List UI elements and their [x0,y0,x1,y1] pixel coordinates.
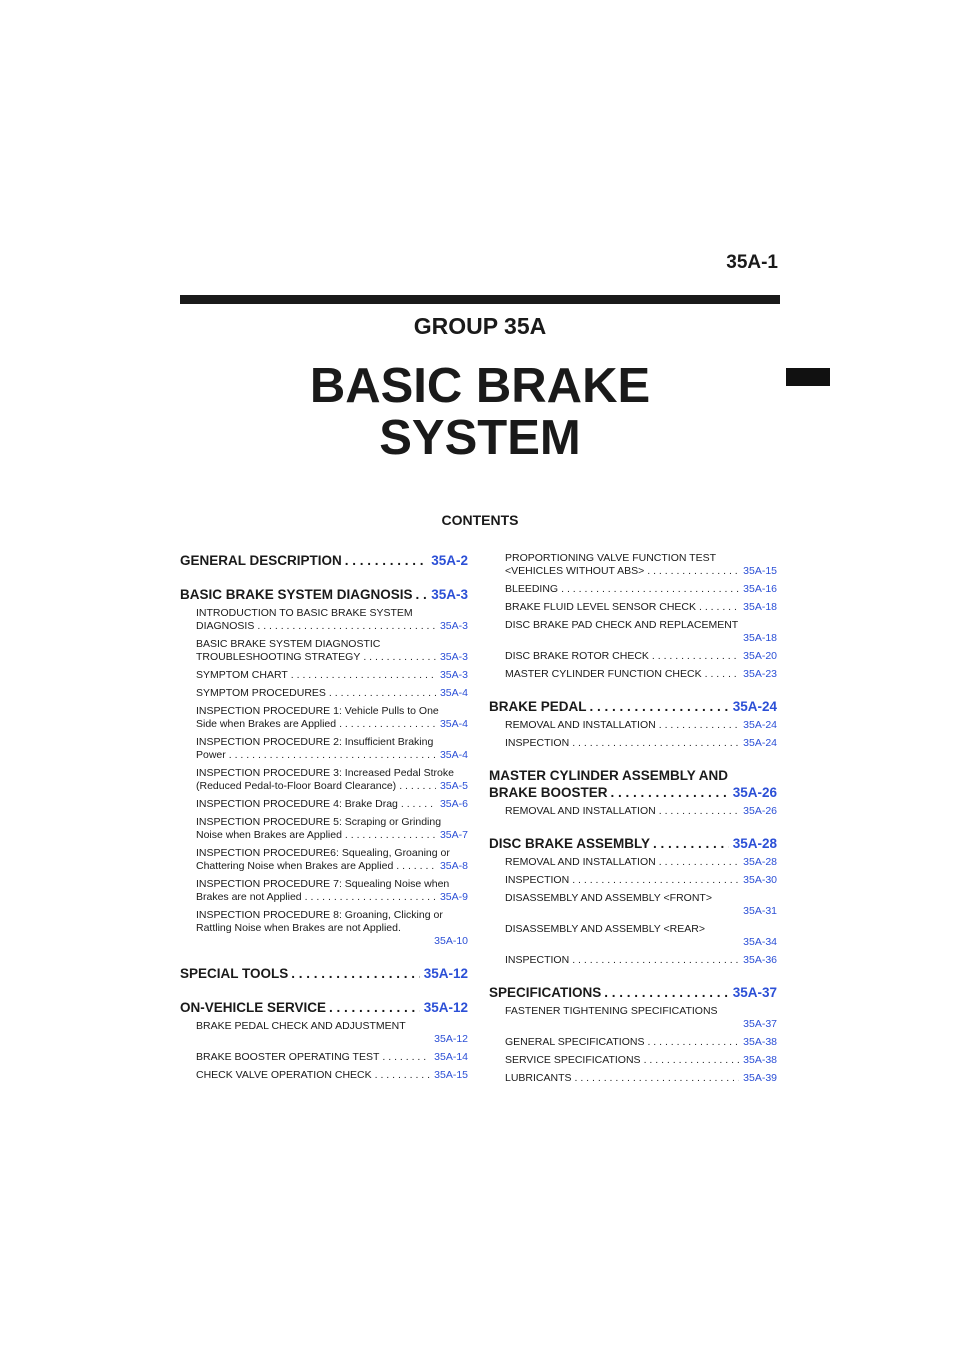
toc-section-title: SPECIFICATIONS . . . [489,984,729,1001]
toc-section-page-link[interactable]: 35A-12 [423,966,468,981]
toc-sub-entry-row [505,905,777,918]
toc-section-row [180,965,468,982]
toc-section[interactable] [180,965,468,982]
toc-section-row [489,835,777,852]
toc-sub-entry[interactable] [505,1005,777,1031]
toc-section-title: BRAKE BOOSTER . . . [489,784,729,801]
toc-sub-entry-title-line: INSPECTION PROCEDURE 7: Squealing Noise when [196,878,450,890]
toc-sub-entry-title: DISC BRAKE ROTOR CHECK . . . [505,650,739,663]
toc-sub-entry-page-link[interactable]: 35A-8 [439,860,468,872]
toc-sub-entry-title: SERVICE SPECIFICATIONS . . . [505,1054,739,1067]
toc-sub-entry-row [505,565,777,578]
toc-sub-entry-page-link[interactable]: 35A-38 [743,1036,777,1048]
toc-sub-entry-page-link[interactable]: 35A-16 [743,583,777,595]
toc-sub-entry-row [505,632,777,645]
toc-sub-entry[interactable] [505,805,777,818]
toc-sub-entry-title: Side when Brakes are Applied . . . [196,718,436,731]
toc-section-row [180,552,468,569]
toc-sub-entry-title-line: INSPECTION PROCEDURE 1: Vehicle Pulls to One [196,705,439,717]
toc-sub-entry[interactable] [505,552,777,578]
toc-sub-entry-page-link[interactable]: 35A-3 [439,651,468,663]
toc-sub-entry-title: BRAKE FLUID LEVEL SENSOR CHECK . . . [505,601,739,614]
toc-sub-entry-page-link[interactable]: 35A-18 [743,601,777,613]
toc-section-row [489,784,777,801]
toc-section[interactable] [180,999,468,1016]
toc-sub-entry-row [196,891,468,904]
toc-sub-entry-title: <VEHICLES WITHOUT ABS> . . . [505,565,739,578]
header-rule [180,295,780,304]
toc-sub-entry[interactable] [505,1036,777,1049]
toc-sub-entry[interactable] [196,816,468,842]
toc-sub-entry-row [505,856,777,869]
toc-sub-entry[interactable] [196,687,468,700]
toc-sub-entry-title-line: INSPECTION PROCEDURE 8: Groaning, Clicking or [196,909,443,921]
toc-section-page-link[interactable]: 35A-37 [732,985,777,1000]
toc-sub-entry[interactable] [196,669,468,682]
toc-sub-entry-page-link[interactable]: 35A-38 [743,1054,777,1066]
toc-sub-entry-title-line: BRAKE PEDAL CHECK AND ADJUSTMENT [196,1020,406,1032]
toc-sub-entry-row [505,601,777,614]
toc-sub-entry-row [196,860,468,873]
toc-sub-entry-title-line: PROPORTIONING VALVE FUNCTION TEST [505,552,716,564]
toc-sub-entry-page-link[interactable]: 35A-30 [743,874,777,886]
toc-sub-entry-row [505,583,777,596]
toc-sub-entry-title: GENERAL SPECIFICATIONS . . . [505,1036,739,1049]
toc-section-page-link[interactable]: 35A-2 [431,553,468,568]
toc-sub-entry-page-link[interactable]: 35A-18 [743,632,777,644]
toc-sub-entry[interactable] [505,1072,777,1085]
toc-sub-entry[interactable] [196,638,468,664]
toc-sub-entry-title: INSPECTION . . . [505,874,739,887]
toc-sub-entry-row [196,1051,468,1064]
toc-sub-entry[interactable] [505,583,777,596]
toc-sub-entry-title: Chattering Noise when Brakes are Applied . . . [196,860,436,873]
toc-sub-entry-row [196,651,468,664]
toc-section-title: BRAKE PEDAL . . . [489,698,729,715]
contents-heading: CONTENTS [441,512,519,528]
group-label: GROUP 35A [413,313,547,339]
toc-sub-entry[interactable] [505,1054,777,1067]
toc-sub-entry-title: MASTER CYLINDER FUNCTION CHECK . . . [505,668,739,681]
toc-sub-entry-title: INSPECTION PROCEDURE 4: Brake Drag . . . [196,798,436,811]
toc-sub-entry-page-link[interactable]: 35A-6 [439,798,468,810]
toc-sub-entry-page-link[interactable]: 35A-4 [439,687,468,699]
toc-sub-entry-row [505,1054,777,1067]
toc-sub-entry-title: Noise when Brakes are Applied . . . [196,829,436,842]
page-title-line-2: SYSTEM [379,411,581,465]
toc-sub-entry-title: TROUBLESHOOTING STRATEGY . . . [196,651,436,664]
toc-sub-entry-page-link[interactable]: 35A-3 [439,620,468,632]
toc-sub-entry-row [196,1069,468,1082]
toc-sub-entry-page-link[interactable]: 35A-39 [743,1072,777,1084]
toc-section-title-line: MASTER CYLINDER ASSEMBLY AND [489,768,729,783]
toc-sub-entry-title: DIAGNOSIS . . . [196,620,436,633]
toc-sub-entry-page-link[interactable]: 35A-26 [743,805,777,817]
toc-sub-entry-title-line: DISASSEMBLY AND ASSEMBLY <REAR> [505,923,705,935]
toc-sub-entry-page-link[interactable]: 35A-4 [439,749,468,761]
toc-sub-entry-row [505,954,777,967]
toc-section[interactable] [489,698,777,715]
toc-sub-entry-title: CHECK VALVE OPERATION CHECK . . . [196,1069,430,1082]
toc-section-row [180,999,468,1016]
toc-section-title: DISC BRAKE ASSEMBLY . . . [489,835,729,852]
toc-sub-entry[interactable] [196,736,468,762]
toc-sub-entry[interactable] [505,954,777,967]
toc-sub-entry-page-link[interactable]: 35A-3 [439,669,468,681]
toc-sub-entry-title: SYMPTOM PROCEDURES . . . [196,687,436,700]
toc-sub-entry-page-link[interactable]: 35A-24 [743,719,777,731]
toc-sub-entry[interactable] [505,650,777,663]
toc-sub-entry-row [505,668,777,681]
toc-sub-entry-title: (Reduced Pedal-to-Floor Board Clearance) . . . [196,780,436,793]
toc-sub-entry[interactable] [196,847,468,873]
toc-sub-entry-title: REMOVAL AND INSTALLATION . . . [505,856,739,869]
toc-sub-entry-page-link[interactable]: 35A-9 [439,891,468,903]
toc-sub-entry-title-line: INSPECTION PROCEDURE6: Squealing, Groaning or [196,847,450,859]
toc-section-title: SPECIAL TOOLS . . . [180,965,420,982]
toc-section-page-link[interactable]: 35A-3 [431,587,468,602]
toc-sub-entry[interactable] [505,892,777,918]
toc-section[interactable] [180,552,468,569]
toc-sub-entry-row [196,620,468,633]
toc-sub-entry[interactable] [196,798,468,811]
toc-sub-entry[interactable] [505,619,777,645]
toc-sub-entry-page-link[interactable]: 35A-12 [434,1033,468,1045]
toc-sub-entry-title-line: BASIC BRAKE SYSTEM DIAGNOSTIC [196,638,381,650]
toc-sub-entry[interactable] [505,923,777,949]
toc-sub-entry-title: Power . . . [196,749,436,762]
toc-sub-entry[interactable] [505,719,777,732]
toc-sub-entry-page-link[interactable]: 35A-37 [743,1018,777,1030]
toc-sub-entry-row [505,737,777,750]
toc-section[interactable] [489,767,777,801]
toc-sub-entry-page-link[interactable]: 35A-4 [439,718,468,730]
toc-section-title: ON-VEHICLE SERVICE . . . [180,999,420,1016]
page-title-line-1: BASIC BRAKE [309,359,651,413]
toc-sub-entry-row [505,1036,777,1049]
toc-section-page-link[interactable]: 35A-24 [732,699,777,714]
toc-sub-entry-page-link[interactable]: 35A-7 [439,829,468,841]
toc-sub-entry[interactable] [196,705,468,731]
toc-sub-entry[interactable] [196,1069,468,1082]
toc-sub-entry[interactable] [505,601,777,614]
toc-sub-entry-row [505,650,777,663]
toc-sub-entry-row [196,687,468,700]
page-title [0,360,960,464]
toc-sub-entry-page-link[interactable]: 35A-20 [743,650,777,662]
toc-sub-entry-row [196,718,468,731]
toc-sub-entry-title: SYMPTOM CHART . . . [196,669,436,682]
toc-sub-entry-title-line: DISASSEMBLY AND ASSEMBLY <FRONT> [505,892,712,904]
toc-sub-entry[interactable] [196,878,468,904]
toc-sub-entry-title-line: INSPECTION PROCEDURE 5: Scraping or Grinding [196,816,442,828]
toc-sub-entry-title: REMOVAL AND INSTALLATION . . . [505,805,739,818]
toc-sub-entry[interactable] [505,668,777,681]
toc-sub-entry[interactable] [505,874,777,887]
toc-sub-entry-page-link[interactable]: 35A-5 [439,780,468,792]
toc-sub-entry[interactable] [196,767,468,793]
toc-sub-entry-page-link[interactable]: 35A-36 [743,954,777,966]
toc-section[interactable] [489,835,777,852]
toc-sub-entry-row [196,829,468,842]
toc-sub-entry-row [505,805,777,818]
toc-sub-entry-row [196,669,468,682]
toc-sub-entry-title: REMOVAL AND INSTALLATION . . . [505,719,739,732]
toc-sub-entry-title-line: INSPECTION PROCEDURE 3: Increased Pedal Stroke [196,767,454,779]
toc-section-page-link[interactable]: 35A-12 [423,1000,468,1015]
toc-section-title: BASIC BRAKE SYSTEM DIAGNOSIS . . . [180,586,427,603]
toc-sub-entry-row [196,798,468,811]
toc-section-row [180,586,468,603]
toc-sub-entry-row [196,1033,468,1046]
toc-sub-entry-page-link[interactable]: 35A-31 [743,905,777,917]
toc-sub-entry-page-link[interactable]: 35A-10 [434,935,468,947]
toc-sub-entry-title: BLEEDING . . . [505,583,739,596]
toc-sub-entry-row [505,1072,777,1085]
toc-sub-entry-row [196,935,468,948]
toc-sub-entry[interactable] [196,607,468,633]
toc-sub-entry[interactable] [505,856,777,869]
toc-sub-entry-page-link[interactable]: 35A-24 [743,737,777,749]
toc-sub-entry-row [505,719,777,732]
toc-sub-entry-page-link[interactable]: 35A-28 [743,856,777,868]
toc-section-page-link[interactable]: 35A-28 [732,836,777,851]
toc-sub-entry-page-link[interactable]: 35A-15 [743,565,777,577]
toc-section[interactable] [489,984,777,1001]
toc-sub-entry-row [505,1018,777,1031]
toc-sub-entry-page-link[interactable]: 35A-15 [434,1069,468,1081]
toc-sub-entry-title: INSPECTION . . . [505,737,739,750]
toc-sub-entry[interactable] [196,1020,468,1046]
toc-section-row [489,984,777,1001]
toc-section-page-link[interactable]: 35A-26 [732,785,777,800]
toc-section[interactable] [180,586,468,603]
toc-sub-entry-title-line: INSPECTION PROCEDURE 2: Insufficient Braking [196,736,434,748]
toc-sub-entry-page-link[interactable]: 35A-23 [743,668,777,680]
toc-sub-entry-page-link[interactable]: 35A-34 [743,936,777,948]
toc-sub-entry-title: BRAKE BOOSTER OPERATING TEST . . . [196,1051,430,1064]
toc-sub-entry-title-line: Rattling Noise when Brakes are not Applied. [196,922,401,934]
toc-sub-entry-title: Brakes are not Applied . . . [196,891,436,904]
toc-sub-entry-page-link[interactable]: 35A-14 [434,1051,468,1063]
toc-sub-entry-title-line: DISC BRAKE PAD CHECK AND REPLACEMENT [505,619,739,631]
toc-sub-entry-row [196,749,468,762]
toc-sub-entry-title-line: FASTENER TIGHTENING SPECIFICATIONS [505,1005,718,1017]
toc-sub-entry-row [196,780,468,793]
toc-sub-entry[interactable] [196,909,468,948]
toc-sub-entry[interactable] [505,737,777,750]
toc-sub-entry-row [505,874,777,887]
toc-right-column [489,552,777,1085]
toc-left-column [180,552,468,1082]
toc-section-title: GENERAL DESCRIPTION . . . [180,552,427,569]
toc-sub-entry[interactable] [196,1051,468,1064]
toc-section-row [489,698,777,715]
page-number: 35A-1 [726,252,778,273]
toc-sub-entry-title: LUBRICANTS . . . [505,1072,739,1085]
toc-sub-entry-title-line: INTRODUCTION TO BASIC BRAKE SYSTEM [196,607,413,619]
toc-sub-entry-title: INSPECTION . . . [505,954,739,967]
toc-sub-entry-row [505,936,777,949]
